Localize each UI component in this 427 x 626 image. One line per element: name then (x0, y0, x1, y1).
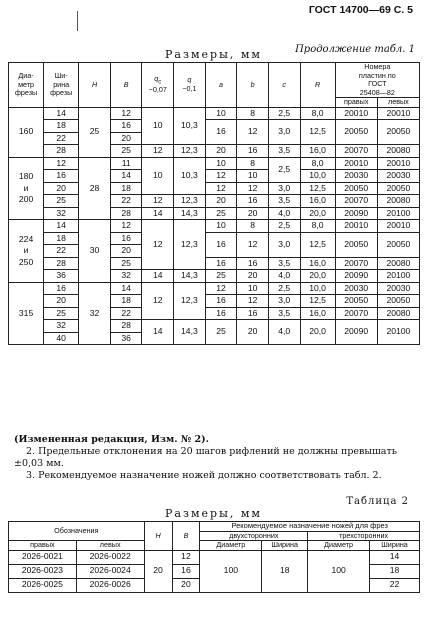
width-cell: 16 (44, 282, 79, 295)
amendment-note: (Измененная редакция, Изм. № 2). (14, 434, 209, 445)
num-left-cell: 20050 (377, 232, 419, 257)
continuation-caption: Продолжение табл. 1 (295, 44, 415, 55)
a-cell: 25 (205, 320, 237, 345)
width-cell: 14 (44, 220, 79, 233)
q2-cell: 14,3 (174, 270, 206, 283)
B-cell: 12 (110, 107, 142, 120)
a-cell: 10 (205, 157, 237, 170)
c-cell: 3,0 (268, 232, 300, 257)
q-cell: 14 (142, 270, 174, 283)
B-cell: 14 (110, 170, 142, 183)
table-row (9, 182, 420, 195)
num-left-cell: 20080 (377, 257, 419, 270)
width3-cell: 22 (370, 578, 420, 592)
width-cell: 18 (44, 120, 79, 133)
col-right: правых (335, 98, 377, 108)
b-cell: 12 (237, 182, 269, 195)
col-three-sided: трехсторонних (308, 531, 420, 541)
table-row (9, 257, 420, 270)
diameter3-cell: 100 (308, 550, 370, 592)
table-2 (8, 521, 420, 593)
right-cell: 2026-0021 (9, 550, 77, 564)
right-cell: 2026-0025 (9, 578, 77, 592)
B-cell: 12 (172, 550, 200, 564)
num-left-cell: 20080 (377, 195, 419, 208)
B-cell: 20 (172, 578, 200, 592)
width-cell: 18 (44, 232, 79, 245)
H-cell: 32 (79, 282, 111, 345)
width-cell: 20 (44, 295, 79, 308)
col-R: R (300, 63, 335, 108)
a-cell: 25 (205, 270, 237, 283)
a-cell: 25 (205, 207, 237, 220)
col-B: B (172, 522, 200, 551)
c-cell: 3,0 (268, 120, 300, 145)
col-B: B (110, 63, 142, 108)
R-cell: 16,0 (300, 307, 335, 320)
num-right-cell: 20070 (335, 145, 377, 158)
left-cell: 2026-0022 (76, 550, 144, 564)
num-right-cell: 20030 (335, 170, 377, 183)
q2-cell: 14,3 (174, 207, 206, 220)
num-left-cell: 20100 (377, 207, 419, 220)
col-c: c (268, 63, 300, 108)
num-right-cell: 20010 (335, 107, 377, 120)
table-row (9, 232, 420, 245)
b-cell: 16 (237, 145, 269, 158)
B-cell: 12 (110, 220, 142, 233)
b-cell: 16 (237, 307, 269, 320)
R-cell: 20,0 (300, 320, 335, 345)
num-left-cell: 20030 (377, 282, 419, 295)
diameter-cell: 224 и 250 (9, 220, 44, 283)
num-left-cell: 20010 (377, 157, 419, 170)
diameter-cell: 315 (9, 282, 44, 345)
b-cell: 12 (237, 120, 269, 145)
num-right-cell: 20090 (335, 320, 377, 345)
c-cell: 2,5 (268, 157, 300, 182)
c-cell: 3,5 (268, 257, 300, 270)
width-cell: 12 (44, 157, 79, 170)
note-2: 2. Предельные отклонения на 20 шагов рифлений не должны превышать ±0,03 мм. (14, 446, 397, 469)
table1-title: Размеры, мм (165, 48, 262, 61)
B-cell: 18 (110, 182, 142, 195)
R-cell: 12,5 (300, 182, 335, 195)
b-cell: 10 (237, 170, 269, 183)
col-right: правых (9, 541, 77, 551)
B-cell: 16 (110, 232, 142, 245)
R-cell: 10,0 (300, 170, 335, 183)
col-left: левых (76, 541, 144, 551)
a-cell: 16 (205, 295, 237, 308)
width-cell: 32 (44, 207, 79, 220)
c-cell: 3,0 (268, 295, 300, 308)
num-right-cell: 20090 (335, 207, 377, 220)
diameter-cell: 160 (9, 107, 44, 157)
width-cell: 22 (44, 132, 79, 145)
B-cell: 32 (110, 270, 142, 283)
table2-header-row (9, 522, 420, 532)
num-left-cell: 20100 (377, 270, 419, 283)
width-cell: 14 (44, 107, 79, 120)
q2-cell: 10,3 (174, 107, 206, 145)
R-cell: 12,5 (300, 295, 335, 308)
B-cell: 25 (110, 145, 142, 158)
B-cell: 28 (110, 207, 142, 220)
col-q: $q_c$ −0,07 (142, 63, 174, 108)
table-row (9, 157, 420, 170)
R-cell: 10,0 (300, 282, 335, 295)
col-plate-numbers: Номера пластин по ГОСТ 25408—82 (335, 63, 419, 98)
width3-cell: 14 (370, 550, 420, 564)
left-cell: 2026-0024 (76, 564, 144, 578)
num-left-cell: 20080 (377, 307, 419, 320)
width-cell: 36 (44, 270, 79, 283)
a-cell: 20 (205, 145, 237, 158)
b-cell: 16 (237, 257, 269, 270)
q2-cell: 12,3 (174, 195, 206, 208)
num-right-cell: 20030 (335, 282, 377, 295)
table2-header-row-3 (9, 541, 420, 551)
R-cell: 12,5 (300, 120, 335, 145)
q-cell: 10 (142, 157, 174, 195)
R-cell: 8,0 (300, 157, 335, 170)
num-right-cell: 20050 (335, 232, 377, 257)
col-H: H (79, 63, 111, 108)
num-right-cell: 20090 (335, 270, 377, 283)
num-right-cell: 20070 (335, 307, 377, 320)
col-width: Ши- рина фрезы (44, 63, 79, 108)
a-cell: 12 (205, 182, 237, 195)
col-diameter: Диа- метр фрезы (9, 63, 44, 108)
num-left-cell: 20050 (377, 120, 419, 145)
table-row (9, 270, 420, 283)
a-cell: 10 (205, 107, 237, 120)
table-row (9, 120, 420, 133)
num-left-cell: 20050 (377, 182, 419, 195)
H-cell: 28 (79, 157, 111, 220)
table-row (9, 107, 420, 120)
table-row (9, 220, 420, 233)
col-diameter-2: Диаметр (200, 541, 262, 551)
table-1 (8, 62, 420, 345)
B-cell: 18 (110, 295, 142, 308)
col-diameter-3: Диаметр (308, 541, 370, 551)
H-cell: 30 (79, 220, 111, 283)
B-cell: 36 (110, 332, 142, 345)
R-cell: 16,0 (300, 195, 335, 208)
num-left-cell: 20010 (377, 220, 419, 233)
B-cell: 20 (110, 245, 142, 258)
col-a: a (205, 63, 237, 108)
a-cell: 16 (205, 307, 237, 320)
B-cell: 22 (110, 307, 142, 320)
col-H: H (144, 522, 172, 551)
H-cell: 20 (144, 550, 172, 592)
a-cell: 16 (205, 232, 237, 257)
c-cell: 2,5 (268, 107, 300, 120)
B-cell: 14 (110, 282, 142, 295)
note-3: 3. Рекомендуемое назначение ножей должно соответствовать табл. 2. (26, 470, 382, 481)
R-cell: 16,0 (300, 145, 335, 158)
b-cell: 16 (237, 195, 269, 208)
b-cell: 8 (237, 107, 269, 120)
q2-cell: 12,3 (174, 145, 206, 158)
table-row (9, 307, 420, 320)
num-right-cell: 20070 (335, 195, 377, 208)
c-cell: 3,5 (268, 145, 300, 158)
table-row (9, 145, 420, 158)
num-left-cell: 20010 (377, 107, 419, 120)
R-cell: 16,0 (300, 257, 335, 270)
num-right-cell: 20050 (335, 295, 377, 308)
B-cell: 16 (172, 564, 200, 578)
width2-cell: 18 (262, 550, 308, 592)
width3-cell: 18 (370, 564, 420, 578)
b-cell: 20 (237, 207, 269, 220)
R-cell: 12,5 (300, 232, 335, 257)
R-cell: 20,0 (300, 270, 335, 283)
table1-header-row (9, 63, 420, 98)
num-left-cell: 20030 (377, 170, 419, 183)
c-cell: 4,0 (268, 207, 300, 220)
b-cell: 12 (237, 295, 269, 308)
col-left: левых (377, 98, 419, 108)
width-cell: 20 (44, 182, 79, 195)
width-cell: 22 (44, 245, 79, 258)
R-cell: 8,0 (300, 107, 335, 120)
notes (14, 434, 414, 482)
b-cell: 8 (237, 157, 269, 170)
table-row (9, 550, 420, 564)
table2-title: Размеры, мм (165, 507, 262, 520)
width-cell: 28 (44, 145, 79, 158)
q2-cell: 12,3 (174, 220, 206, 270)
width-cell: 40 (44, 332, 79, 345)
a-cell: 20 (205, 195, 237, 208)
num-right-cell: 20050 (335, 120, 377, 145)
B-cell: 25 (110, 257, 142, 270)
col-width-2: Ширина (262, 541, 308, 551)
B-cell: 16 (110, 120, 142, 133)
col-q2: q −0,1 (174, 63, 206, 108)
R-cell: 20,0 (300, 207, 335, 220)
c-cell: 3,5 (268, 195, 300, 208)
q-cell: 14 (142, 207, 174, 220)
a-cell: 10 (205, 220, 237, 233)
H-cell: 25 (79, 107, 111, 157)
diameter-cell: 180 и 200 (9, 157, 44, 220)
q-cell: 12 (142, 282, 174, 320)
c-cell: 4,0 (268, 320, 300, 345)
col-b: b (237, 63, 269, 108)
b-cell: 20 (237, 320, 269, 345)
num-right-cell: 20010 (335, 220, 377, 233)
num-left-cell: 20050 (377, 295, 419, 308)
table-row (9, 207, 420, 220)
width-cell: 25 (44, 195, 79, 208)
width-cell: 25 (44, 307, 79, 320)
c-cell: 2,5 (268, 220, 300, 233)
q2-cell: 10,3 (174, 157, 206, 195)
b-cell: 12 (237, 232, 269, 257)
q-cell: 10 (142, 107, 174, 145)
num-right-cell: 20070 (335, 257, 377, 270)
table-row (9, 320, 420, 333)
b-cell: 8 (237, 220, 269, 233)
width-cell: 16 (44, 170, 79, 183)
table2-label: Таблица 2 (346, 496, 409, 507)
right-cell: 2026-0023 (9, 564, 77, 578)
B-cell: 20 (110, 132, 142, 145)
q-cell: 12 (142, 220, 174, 270)
c-cell: 3,0 (268, 182, 300, 195)
col-designation: Обозначения (9, 522, 145, 541)
q2-cell: 14,3 (174, 320, 206, 345)
col-width-3: Ширина (370, 541, 420, 551)
a-cell: 12 (205, 282, 237, 295)
diameter2-cell: 100 (200, 550, 262, 592)
num-left-cell: 20100 (377, 320, 419, 345)
c-cell: 3,5 (268, 307, 300, 320)
num-left-cell: 20080 (377, 145, 419, 158)
a-cell: 16 (205, 257, 237, 270)
b-cell: 10 (237, 282, 269, 295)
c-cell: 2,5 (268, 282, 300, 295)
num-right-cell: 20010 (335, 157, 377, 170)
q-cell: 12 (142, 195, 174, 208)
c-cell: 4,0 (268, 270, 300, 283)
q-cell: 14 (142, 320, 174, 345)
B-cell: 22 (110, 195, 142, 208)
width-cell: 32 (44, 320, 79, 333)
table-row (9, 295, 420, 308)
page-header: ГОСТ 14700—69 С. 5 (308, 4, 413, 16)
a-cell: 12 (205, 170, 237, 183)
table-row (9, 195, 420, 208)
b-cell: 20 (237, 270, 269, 283)
col-two-sided: двухсторонних (200, 531, 308, 541)
R-cell: 8,0 (300, 220, 335, 233)
table-row (9, 170, 420, 183)
q-cell: 12 (142, 145, 174, 158)
B-cell: 11 (110, 157, 142, 170)
left-cell: 2026-0026 (76, 578, 144, 592)
num-right-cell: 20050 (335, 182, 377, 195)
q2-cell: 12,3 (174, 282, 206, 320)
table-row (9, 282, 420, 295)
a-cell: 16 (205, 120, 237, 145)
B-cell: 28 (110, 320, 142, 333)
width-cell: 28 (44, 257, 79, 270)
col-recommended: Рекомендуемое назначение ножей для фрез (200, 522, 420, 532)
